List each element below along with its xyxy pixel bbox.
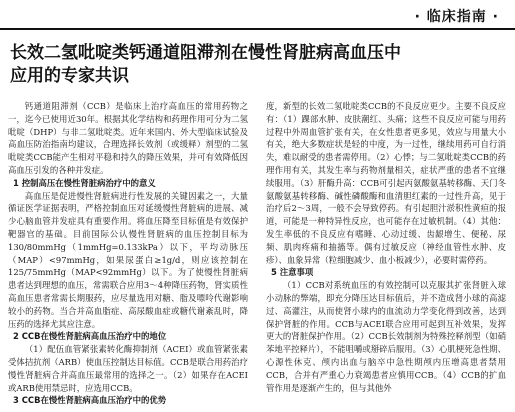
paragraph: 高血压是促进慢性肾脏病进行性发展的关键因素之一，大量循证医学证据表明，严格控制血压对延缓慢性肾脏病的进展、减少心脑血管并发症具有重要作用。将血压降至目标值是有效保护靶器官的基础。目前国际公认慢性肾脏病的血压控制目标为130/80mmHg（1mmHg=0.133kPa）以下，平均动脉压（MAP）<97mmHg，如果尿蛋白≥1g/d，则应该控制在125/75mmHg（MAP<92mmHg）以下。为了使慢性肾脏病患者达到理想的血压，常需联合应用3～4种降压药物，肾实质性高血压患者常需长期服药，应尽量选用对糖、脂及嘌呤代谢影响较小的药物。当合并高血脂症、高尿酸血症或糖代谢紊乱时，降压药的选择尤其应注意。 — [8, 190, 248, 329]
section-heading: 3 CCB在慢性肾脏病高血压治疗中的优势 — [13, 395, 167, 406]
article-title — [10, 42, 450, 88]
right-column — [266, 100, 506, 394]
left-column — [8, 100, 248, 407]
section-tag: · 临床指南 · — [414, 9, 499, 25]
header-rule — [0, 28, 515, 30]
paragraph: （1）CCB对系统血压的有效控制可以克服其扩张肾脏入球小动脉的弊端，即充分降压达目标值后，并不造成肾小球的高滤过、高灌注，从而使肾小球内的血流动力学变化得到改善，达到保护肾脏的作用。CCB与ACEI联合应用可起到互补效果，发挥更大的肾脏保护作用。（2）CCB长效制剂为特殊控释剂型（如硝苯地平控释片），不能咀嚼或掰碎后服用。（3）心肌梗死急性期、心源性休克、颅内出血与脑卒中急性期颅内压增高患者禁用CCB，合并有严重心力衰竭患者应慎用CCB。（4）CCB的扩血管作用是逐渐产生的，但与其他外 — [266, 280, 506, 393]
paragraph: （1）配伍血管紧张素转化酶抑制剂（ACEI）或血管紧张素受体拮抗剂（ARB）使血压控制达目标值。CCB是联合用药治疗慢性肾脏病合并高血压最常用的选择之一。（2）如果存在ACEI或ARB使用禁忌时，应选用CCB。 — [8, 344, 248, 393]
title-line-2: 应用的专家共识 — [10, 66, 129, 86]
title-line-1: 长效二氢吡啶类钙通道阻滞剂在慢性肾脏病高血压中 — [10, 43, 401, 63]
paragraph: 度，新型的长效二氢吡啶类CCB的不良反应更少。主要不良反应有：（1）踝部水肿、皮肤潮红、头痛；这些不良反应可能与用药过程中外周血管扩张有关，在女性患者更多见，效应与用量大小有关，绝大多数症状是轻的中度，为一过性，继续用药可自行消失，难以耐受的患者需停用。（2）心悸；与二氢吡啶类CCB的药理作用有关，其发生率与药物剂量相关，症状严重的患者不宜继续服用。（3）肝酶升高：CCB可引起丙氨酸氨基转移酶、天门冬氨酸氨基转移酶、碱性磷酸酶和血清胆红素的一过性升高，见于治疗后2～3周，一般不会导致停药。有引起胆汁淤积性黄疸的报道，可能是一种特异性反应，也可能存在过敏机制。（4）其他：发生率低的不良反应有嗜睡、心动过缓、齿龈增生、便秘、尿频、肌肉疼痛和抽搐等。偶有过敏反应（神经血管性水肿、皮疹）、血象异常（粒细胞减少、血小板减少），必要时需停药。 — [266, 101, 506, 265]
section-heading: 1 控制高压在慢性肾脏病治疗中的意义 — [13, 177, 156, 188]
section-heading: 2 CCB在慢性肾脏病高血压治疗中的地位 — [13, 331, 167, 342]
journal-header — [0, 0, 515, 30]
section-heading: 5 注意事项 — [271, 267, 314, 278]
article-body — [8, 100, 507, 412]
paragraph: 钙通道阻滞剂（CCB）是临床上治疗高血压的常用药物之一，迄今已使用近30年。根据其化学结构和药理作用可分为二氢吡啶（DHP）与非二氢吡啶类。近年来国内、外大型临床试验及高血压防治指南均建议，合理选择长效剂（或缓释）剂型的二氢吡啶类CCB能产生相对平稳和持久的降压效果，并可有效降低因高血压引发的各种并发症。 — [8, 101, 248, 175]
